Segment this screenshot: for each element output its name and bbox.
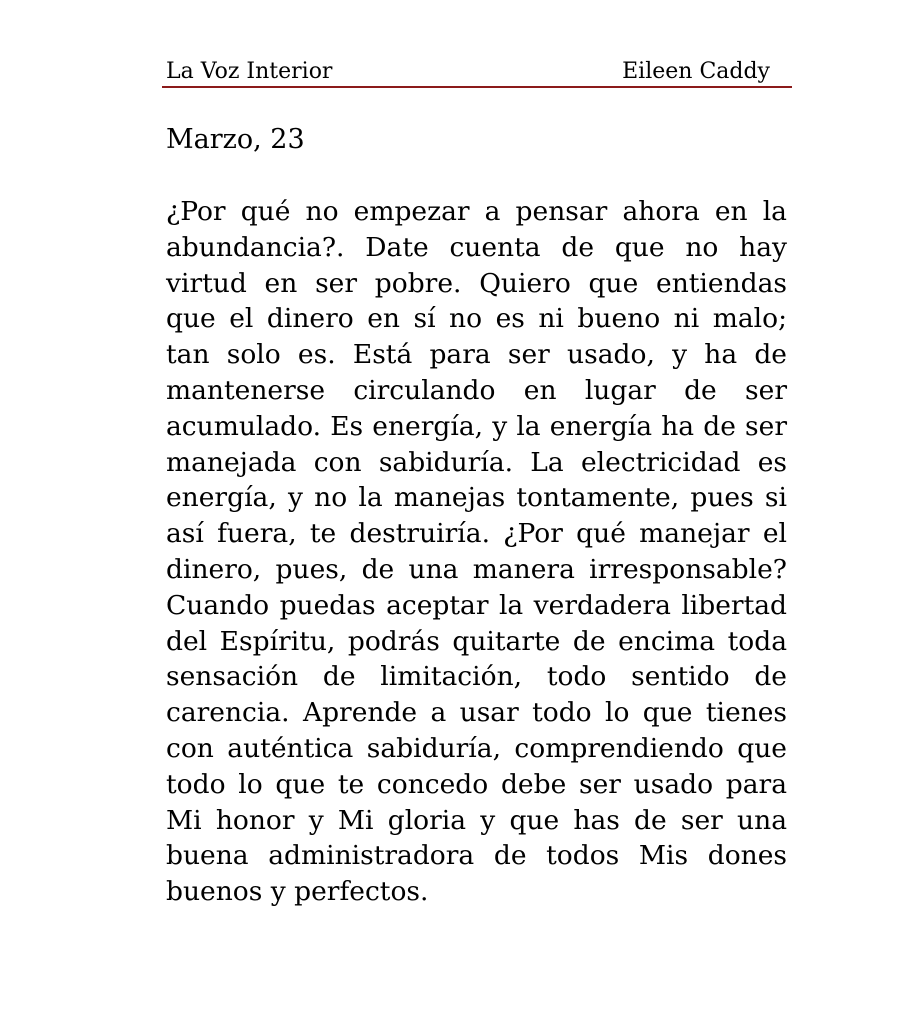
author-name: Eileen Caddy — [622, 59, 770, 84]
book-title: La Voz Interior — [166, 59, 333, 84]
entry-date: Marzo, 23 — [166, 124, 305, 155]
entry-body-text: ¿Por qué no empezar a pensar ahora en la abundancia?. Date cuenta de que no hay virtud en ser pobre. Quiero que entiendas que el dinero en sí no es ni bueno ni malo; tan solo es. Está para ser usado, y ha de mantenerse circulando en lugar de ser acumulado. Es energía, y la energía ha de ser manejada con sabiduría. La electricidad es energía, y no la manejas tontamente, pues si así fuera, te destruiría. ¿Por qué manejar el dinero, pues, de una manera irresponsable? Cuando puedas aceptar la verdadera libertad del Espíritu, podrás quitarte de encima toda sensación de limitación, todo sentido de carencia. Aprende a usar todo lo que tienes con auténtica sabiduría, comprendiendo que todo lo que te concedo debe ser usado para Mi honor y Mi gloria y que has de ser una buena administradora de todos Mis dones buenos y perfectos. — [166, 196, 787, 908]
running-header — [162, 56, 792, 88]
